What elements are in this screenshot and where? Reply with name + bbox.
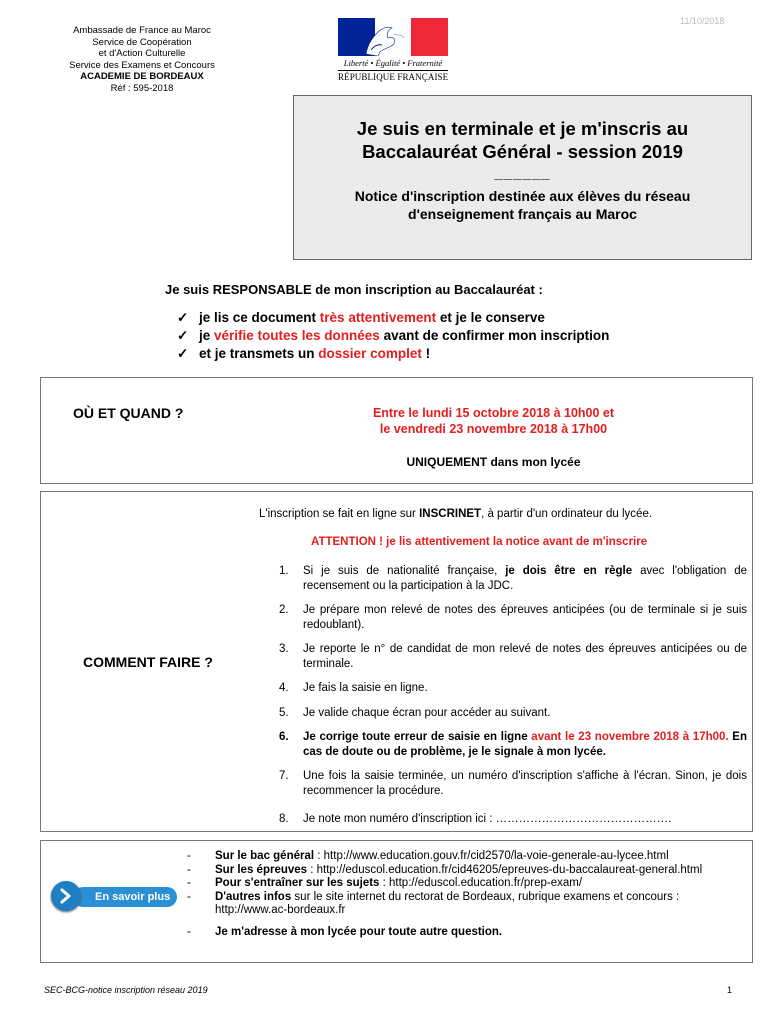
check-item: ✓ je vérifie toutes les données avant de confirmer mon inscription — [177, 328, 610, 343]
marianne-flag-icon — [338, 18, 448, 56]
step-item: 2. Je prépare mon relevé de notes des épreuves anticipées (ou de terminale si je suis redoublant). — [279, 604, 747, 631]
republique-francaise-logo — [338, 18, 448, 82]
title-rule: ______ — [494, 165, 551, 182]
resource-note: - Je m'adresse à mon lycée pour toute autre question. — [187, 925, 503, 938]
step-item: 6. Je corrige toute erreur de saisie en ligne avant le 23 novembre 2018 à 17h00. En cas de doute ou de problème, je le signale à mon lycée. — [279, 731, 747, 758]
resource-link[interactable]: - Sur les épreuves : http://eduscol.education.fr/cid46205/epreuves-du-baccalaureat-general.html — [187, 863, 703, 876]
sender-academy: ACADEMIE DE BORDEAUX — [80, 71, 204, 82]
sender-line: Service des Examens et Concours — [69, 59, 215, 71]
sender-line: Service de Coopération — [92, 36, 192, 48]
registration-date-line: le vendredi 23 novembre 2018 à 17h00 — [379, 422, 608, 436]
checkmark-icon: ✓ — [177, 346, 189, 361]
footer-reference: SEC-BCG-notice inscription réseau 2019 — [44, 985, 208, 995]
responsibility-checklist — [177, 309, 609, 363]
where-when-label: OÙ ET QUAND ? — [73, 405, 184, 421]
en-savoir-plus-label: En savoir plus — [73, 887, 177, 907]
how-to-intro: L'inscription se fait en ligne sur INSCRINET, à partir d'un ordinateur du lycée. — [259, 508, 653, 520]
sender-line: Ambassade de France au Maroc — [73, 25, 211, 36]
check-item: ✓ et je transmets un dossier complet ! — [177, 346, 431, 361]
how-to-box — [40, 491, 753, 832]
main-title-line: Baccalauréat Général - session 2019 — [362, 141, 683, 162]
document-date: 11/10/2018 — [680, 16, 725, 26]
en-savoir-plus-button[interactable] — [51, 885, 177, 909]
step-item: 5. Je valide chaque écran pour accéder au suivant. — [279, 706, 551, 719]
logo-motto: Liberté • Égalité • Fraternité — [338, 58, 448, 71]
registration-date-line: Entre le lundi 15 octobre 2018 à 10h00 et — [372, 406, 615, 420]
step-item: 7. Une fois la saisie terminée, un numéro d'inscription s'affiche à l'écran. Sinon, je dois recommencer la procédure. — [279, 770, 747, 797]
resource-link[interactable]: - Sur le bac général : http://www.education.gouv.fr/cid2570/la-voie-generale-au-lycee.html — [187, 850, 669, 862]
step-item: 8. Je note mon numéro d'inscription ici : ………………………………………. — [279, 813, 672, 825]
resource-link[interactable]: - Pour s'entraîner sur les sujets : http://eduscol.education.fr/prep-exam/ — [187, 877, 583, 889]
more-info-box — [40, 840, 753, 963]
sender-line: et d'Action Culturelle — [98, 48, 186, 59]
registration-dates — [341, 405, 646, 437]
step-item: 4. Je fais la saisie en ligne. — [279, 682, 428, 694]
attention-note: ATTENTION ! je lis attentivement la notice avant de m'inscrire — [311, 536, 648, 548]
step-item: 3. Je reporte le n° de candidat de mon relevé de notes des épreuves anticipées ou de terminale. — [279, 643, 747, 670]
sender-block — [42, 25, 242, 94]
main-title-line: Je suis en terminale et je m'inscris au — [356, 118, 689, 139]
how-to-label: COMMENT FAIRE ? — [83, 654, 213, 670]
location-note: UNIQUEMENT dans mon lycée — [406, 455, 581, 469]
check-item: ✓ je lis ce document très attentivement et je le conserve — [177, 310, 545, 325]
resource-links — [187, 850, 747, 939]
resource-link[interactable]: - D'autres infos sur le site internet du rectorat de Bordeaux, rubrique examens et concours : http://www.ac-bordeaux.fr — [187, 890, 680, 916]
subtitle-line: d'enseignement français au Maroc — [408, 206, 637, 222]
checkmark-icon: ✓ — [177, 328, 189, 343]
page-number: 1 — [727, 985, 733, 995]
chevron-right-icon — [51, 881, 81, 911]
sender-ref: Réf : 595-2018 — [110, 82, 174, 94]
title-box — [293, 95, 752, 260]
logo-name: RÉPUBLIQUE FRANÇAISE — [338, 72, 449, 82]
subtitle — [294, 187, 751, 223]
subtitle-line: Notice d'inscription destinée aux élèves du réseau — [354, 188, 691, 204]
main-title — [294, 117, 751, 163]
where-when-box — [40, 377, 753, 484]
responsibility-heading: Je suis RESPONSABLE de mon inscription au Baccalauréat : — [165, 282, 543, 297]
step-item: 1. Si je suis de nationalité française, je dois être en règle avec l'obligation de recensement ou la participation à la JDC. — [279, 565, 747, 592]
steps-list — [279, 564, 747, 837]
checkmark-icon: ✓ — [177, 310, 189, 325]
